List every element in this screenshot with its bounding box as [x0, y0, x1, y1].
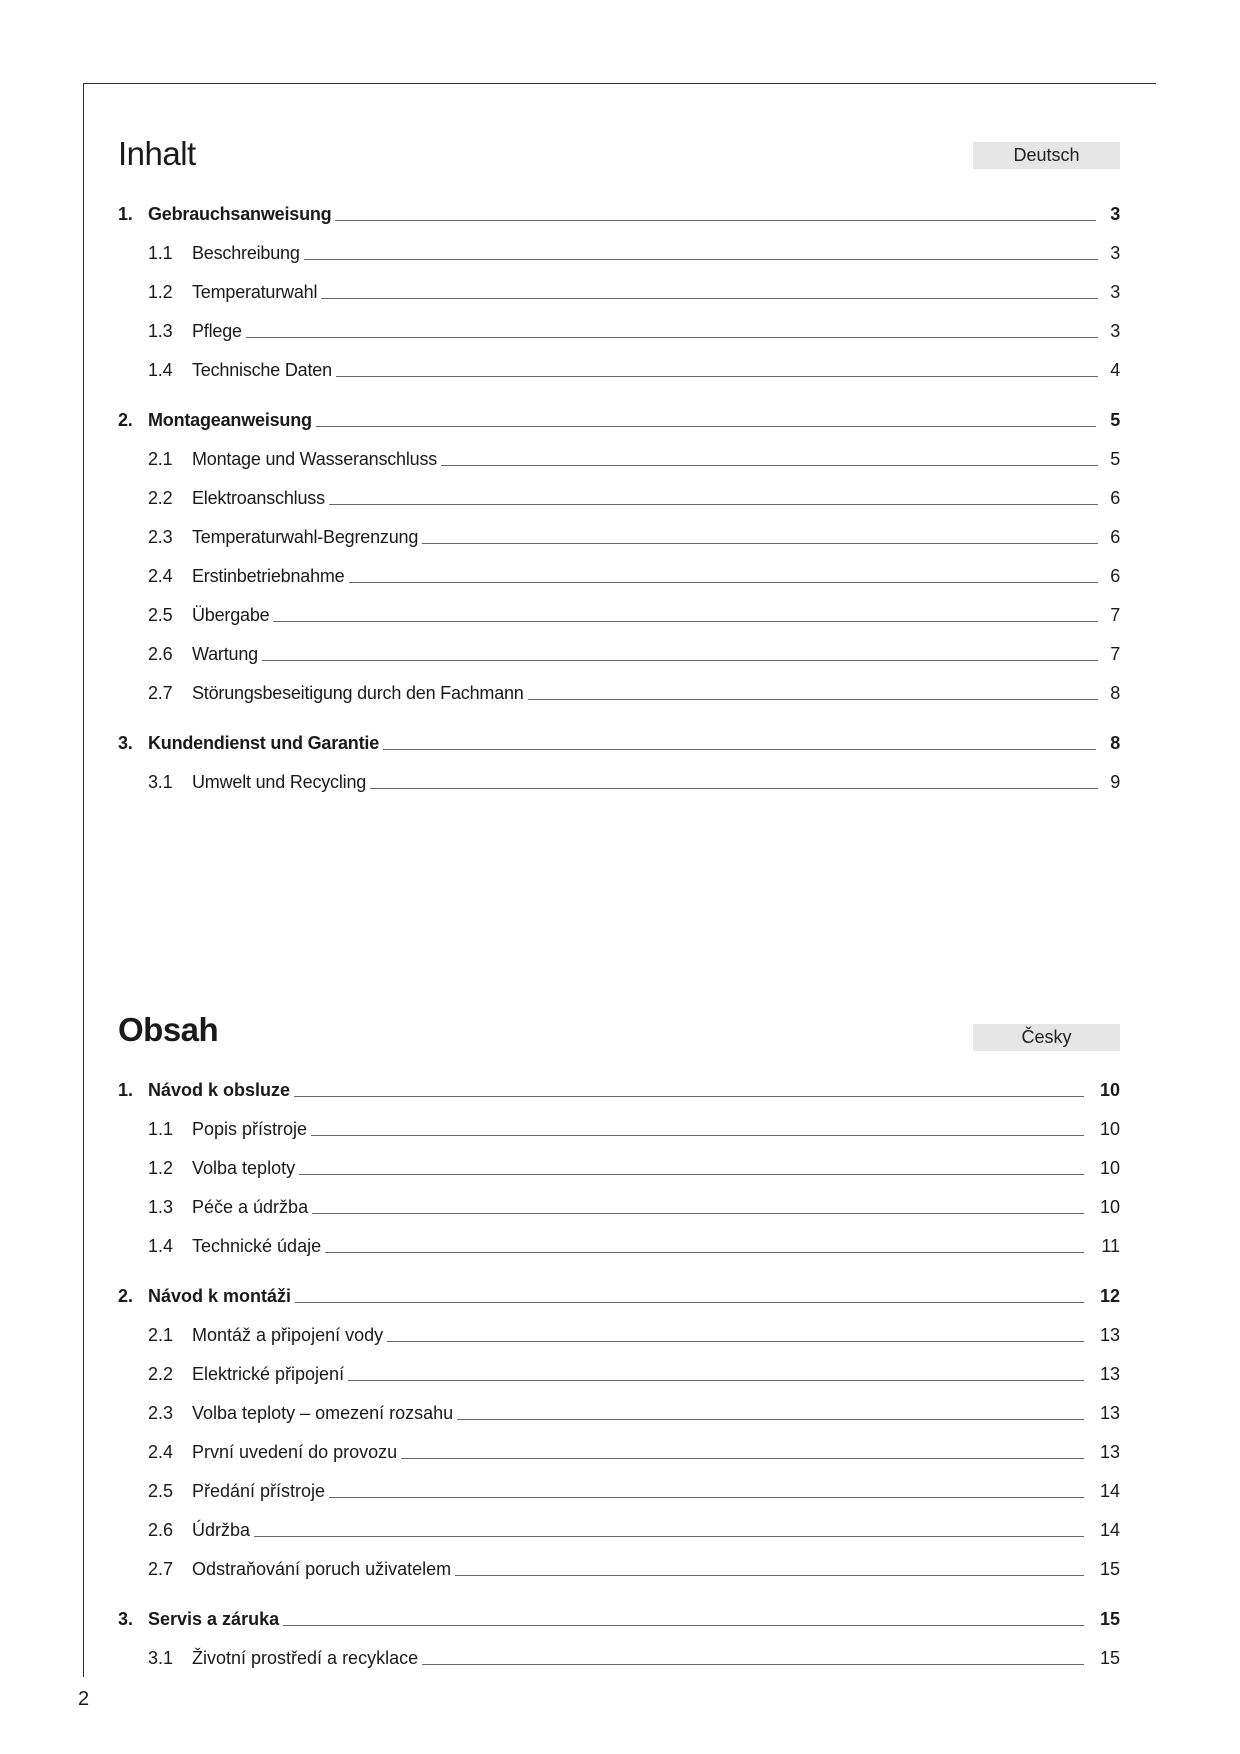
entry-title: Erstinbetriebnahme [192, 566, 345, 586]
toc-subsection-entry[interactable] [118, 754, 1120, 793]
leader-line [316, 426, 1096, 427]
entry-title: Montage und Wasseranschluss [192, 449, 438, 469]
entry-number: 2.4 [148, 566, 173, 586]
entry-title: Wartung [192, 644, 258, 664]
leader-line [455, 1575, 1084, 1576]
entry-page-number: 10 [1099, 1197, 1120, 1217]
leader-line [325, 1252, 1084, 1253]
toc-chapter-entry[interactable] [118, 1062, 1120, 1101]
leader-line [422, 1664, 1084, 1665]
entry-number: 3.1 [148, 1648, 174, 1668]
entry-title: Temperaturwahl-Begrenzung [192, 527, 419, 547]
entry-number: 2.3 [148, 527, 173, 547]
leader-line [457, 1419, 1084, 1420]
toc-subsection-entry[interactable] [118, 587, 1120, 626]
entry-page-number: 3 [1110, 243, 1120, 263]
entry-number: 2.1 [148, 1325, 174, 1345]
entry-page-number: 10 [1099, 1119, 1120, 1139]
entry-number: 2. [118, 410, 133, 430]
leader-line [528, 699, 1098, 700]
toc-list [118, 186, 1120, 793]
toc-section-czech [118, 1010, 1120, 1669]
leader-line [262, 660, 1098, 661]
leader-line [370, 788, 1098, 789]
entry-number: 1.1 [148, 243, 173, 263]
toc-subsection-entry[interactable] [118, 431, 1120, 470]
frame-top-rule [83, 83, 1156, 84]
entry-page-number: 3 [1110, 282, 1120, 302]
entry-page-number: 13 [1099, 1325, 1120, 1345]
entry-number: 2.2 [148, 1364, 174, 1384]
toc-chapter-entry[interactable] [118, 1591, 1120, 1630]
entry-number: 1.3 [148, 1197, 174, 1217]
entry-page-number: 5 [1110, 449, 1120, 469]
toc-subsection-entry[interactable] [118, 264, 1120, 303]
toc-chapter-entry[interactable] [118, 1268, 1120, 1307]
entry-title: Gebrauchsanweisung [148, 204, 332, 224]
entry-number: 2.7 [148, 1559, 174, 1579]
toc-subsection-entry[interactable] [118, 470, 1120, 509]
entry-page-number: 3 [1110, 321, 1120, 341]
entry-title: Volba teploty – omezení rozsahu [192, 1403, 454, 1423]
entry-title: Odstraňování poruch uživatelem [192, 1559, 452, 1579]
entry-title: Technické údaje [192, 1236, 322, 1256]
entry-title: Elektroanschluss [192, 488, 325, 508]
entry-number: 1.4 [148, 1236, 174, 1256]
entry-number: 1.3 [148, 321, 173, 341]
leader-line [304, 259, 1098, 260]
entry-title: Popis přístroje [192, 1119, 308, 1139]
entry-title: Elektrické připojení [192, 1364, 345, 1384]
entry-title: Störungsbeseitigung durch den Fachmann [192, 683, 524, 703]
leader-line [246, 337, 1098, 338]
entry-title: Kundendienst und Garantie [148, 733, 380, 753]
entry-page-number: 9 [1110, 772, 1120, 792]
entry-page-number: 15 [1099, 1559, 1120, 1579]
entry-title: První uvedení do provozu [192, 1442, 398, 1462]
section-heading: Inhalt [118, 135, 196, 172]
entry-number: 3.1 [148, 772, 173, 792]
entry-title: Montáž a připojení vody [192, 1325, 384, 1345]
toc-subsection-entry[interactable] [118, 1385, 1120, 1424]
entry-number: 2.3 [148, 1403, 174, 1423]
leader-line [295, 1302, 1084, 1303]
entry-page-number: 5 [1110, 410, 1120, 430]
toc-subsection-entry[interactable] [118, 1101, 1120, 1140]
leader-line [336, 376, 1098, 377]
toc-chapter-entry[interactable] [118, 392, 1120, 431]
entry-page-number: 7 [1110, 605, 1120, 625]
entry-title: Volba teploty [192, 1158, 296, 1178]
toc-subsection-entry[interactable] [118, 1630, 1120, 1669]
entry-number: 1.4 [148, 360, 173, 380]
language-label: Česky [973, 1024, 1120, 1051]
leader-line [387, 1341, 1084, 1342]
entry-page-number: 8 [1110, 683, 1120, 703]
entry-page-number: 13 [1099, 1403, 1120, 1423]
toc-subsection-entry[interactable] [118, 626, 1120, 665]
entry-number: 2.1 [148, 449, 173, 469]
leader-line [349, 582, 1099, 583]
toc-subsection-entry[interactable] [118, 509, 1120, 548]
toc-subsection-entry[interactable] [118, 1179, 1120, 1218]
entry-title: Beschreibung [192, 243, 300, 263]
leader-line [312, 1213, 1084, 1214]
toc-subsection-entry[interactable] [118, 1424, 1120, 1463]
entry-number: 1. [118, 1080, 134, 1100]
leader-line [401, 1458, 1084, 1459]
entry-number: 2.5 [148, 605, 173, 625]
entry-number: 2. [118, 1286, 134, 1306]
entry-page-number: 11 [1101, 1236, 1120, 1256]
leader-line [321, 298, 1098, 299]
entry-page-number: 10 [1099, 1080, 1120, 1100]
toc-subsection-entry[interactable] [118, 1218, 1120, 1257]
entry-title: Temperaturwahl [192, 282, 318, 302]
toc-subsection-entry[interactable] [118, 225, 1120, 264]
entry-title: Návod k obsluze [148, 1080, 291, 1100]
toc-list [118, 1062, 1120, 1669]
toc-subsection-entry[interactable] [118, 1140, 1120, 1179]
entry-number: 3. [118, 1609, 134, 1629]
toc-section-german [118, 134, 1120, 793]
toc-subsection-entry[interactable] [118, 665, 1120, 704]
entry-number: 2.5 [148, 1481, 174, 1501]
language-label: Deutsch [973, 142, 1120, 169]
entry-page-number: 3 [1110, 204, 1120, 224]
leader-line [329, 1497, 1084, 1498]
entry-page-number: 13 [1099, 1442, 1120, 1462]
toc-subsection-entry[interactable] [118, 548, 1120, 587]
entry-number: 1.2 [148, 1158, 174, 1178]
leader-line [273, 621, 1098, 622]
frame-left-rule [83, 83, 84, 1677]
entry-page-number: 7 [1110, 644, 1120, 664]
entry-number: 1.1 [148, 1119, 174, 1139]
toc-chapter-entry[interactable] [118, 186, 1120, 225]
entry-page-number: 14 [1099, 1481, 1120, 1501]
leader-line [294, 1096, 1084, 1097]
page-number: 2 [78, 1688, 90, 1710]
entry-page-number: 10 [1099, 1158, 1120, 1178]
toc-subsection-entry[interactable] [118, 1502, 1120, 1541]
entry-number: 2.2 [148, 488, 173, 508]
leader-line [254, 1536, 1084, 1537]
entry-title: Servis a záruka [148, 1609, 280, 1629]
toc-subsection-entry[interactable] [118, 1307, 1120, 1346]
leader-line [335, 220, 1096, 221]
section-heading: Obsah [118, 1011, 219, 1048]
entry-page-number: 12 [1099, 1286, 1120, 1306]
entry-page-number: 14 [1099, 1520, 1120, 1540]
entry-number: 2.6 [148, 1520, 174, 1540]
toc-subsection-entry[interactable] [118, 303, 1120, 342]
leader-line [283, 1625, 1084, 1626]
entry-page-number: 6 [1110, 566, 1120, 586]
entry-number: 3. [118, 733, 133, 753]
leader-line [383, 749, 1096, 750]
entry-page-number: 6 [1110, 527, 1120, 547]
toc-chapter-entry[interactable] [118, 715, 1120, 754]
entry-number: 1.2 [148, 282, 173, 302]
toc-subsection-entry[interactable] [118, 1541, 1120, 1580]
toc-subsection-entry[interactable] [118, 342, 1120, 381]
entry-title: Montageanweisung [148, 410, 312, 430]
entry-number: 2.4 [148, 1442, 174, 1462]
leader-line [348, 1380, 1084, 1381]
entry-page-number: 13 [1099, 1364, 1120, 1384]
entry-page-number: 6 [1110, 488, 1120, 508]
entry-title: Pflege [192, 321, 242, 341]
entry-page-number: 8 [1110, 733, 1120, 753]
toc-subsection-entry[interactable] [118, 1346, 1120, 1385]
entry-page-number: 15 [1099, 1609, 1120, 1629]
entry-title: Übergabe [192, 605, 270, 625]
entry-title: Péče a údržba [192, 1197, 309, 1217]
entry-number: 2.6 [148, 644, 173, 664]
entry-title: Návod k montáži [148, 1286, 292, 1306]
entry-number: 2.7 [148, 683, 173, 703]
toc-subsection-entry[interactable] [118, 1463, 1120, 1502]
leader-line [311, 1135, 1084, 1136]
entry-title: Technische Daten [192, 360, 332, 380]
entry-page-number: 15 [1099, 1648, 1120, 1668]
leader-line [299, 1174, 1084, 1175]
entry-title: Životní prostředí a recyklace [192, 1648, 419, 1668]
leader-line [422, 543, 1098, 544]
entry-title: Údržba [192, 1520, 251, 1540]
entry-number: 1. [118, 204, 133, 224]
entry-title: Předání přístroje [192, 1481, 326, 1501]
entry-title: Umwelt und Recycling [192, 772, 367, 792]
leader-line [441, 465, 1098, 466]
leader-line [329, 504, 1098, 505]
entry-page-number: 4 [1110, 360, 1120, 380]
